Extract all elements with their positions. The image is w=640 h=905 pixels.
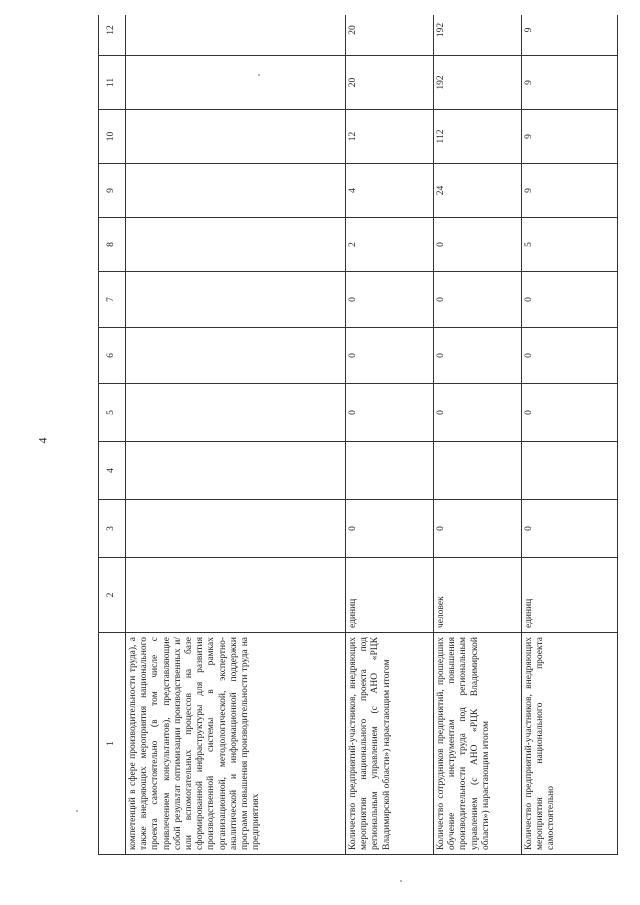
value-cell: 0 (346, 500, 434, 558)
value-cell (126, 442, 346, 500)
col-header: 5 (99, 384, 126, 442)
table-row (434, 15, 522, 855)
unit-cell: человек (434, 558, 522, 633)
value-cell: 0 (434, 218, 522, 272)
value-cell: 0 (522, 272, 618, 328)
value-cell: 0 (434, 328, 522, 384)
indicator-description: Количество предприятий-участников, внедряющих мероприятия национального проекта самостоятельно (522, 633, 618, 855)
value-cell: 2 (346, 218, 434, 272)
col-header: 4 (99, 442, 126, 500)
indicator-description: компетенций в сфере производительности труда), а также внедряющих мероприятия национального проекта самостоятельно (в том числе с привлечением консультантов), представляющие собой результат оптимизации производственных и/или вспомогательных процессов на базе сформированной инфраструктуры для развития производственной системы в рамках организационной, методологической, экспертно-аналитической и информационной поддержки программ повышения производительности труда на предприятиях (126, 633, 346, 855)
col-header: 12 (99, 15, 126, 56)
col-header: 9 (99, 164, 126, 218)
indicator-description: Количество сотрудников предприятий, прошедших обучение инструментам повышения производительности труда под региональным управлением (с АНО «РЦК Владимирской области») нарастающим итогом (434, 633, 522, 855)
page-number: 4 (35, 437, 50, 444)
value-cell: 0 (522, 500, 618, 558)
value-cell (434, 442, 522, 500)
value-cell (126, 500, 346, 558)
table-row (346, 15, 434, 855)
table-row (522, 15, 618, 855)
table-header-row (99, 15, 126, 855)
value-cell: 24 (434, 164, 522, 218)
value-cell: 0 (346, 272, 434, 328)
value-cell (126, 218, 346, 272)
value-cell (126, 384, 346, 442)
value-cell: 0 (346, 328, 434, 384)
scan-speck (400, 880, 402, 882)
value-cell: 0 (434, 384, 522, 442)
value-cell: 20 (346, 15, 434, 56)
col-header: 8 (99, 218, 126, 272)
value-cell (126, 110, 346, 164)
table-row (126, 15, 346, 855)
unit-cell: единиц (522, 558, 618, 633)
indicator-description: Количество предприятий-участников, внедряющих мероприятия национального проекта под региональным управлением (с АНО «РЦК Владимирской области») нарастающим итогом (346, 633, 434, 855)
col-header: 10 (99, 110, 126, 164)
col-header: 11 (99, 56, 126, 110)
col-header: 7 (99, 272, 126, 328)
value-cell: 0 (346, 384, 434, 442)
indicator-table (98, 15, 618, 855)
col-header: 2 (99, 558, 126, 633)
rotated-table-container (98, 15, 618, 855)
value-cell (522, 442, 618, 500)
value-cell (126, 15, 346, 56)
value-cell (126, 328, 346, 384)
value-cell: 5 (522, 218, 618, 272)
value-cell: 12 (346, 110, 434, 164)
scan-speck (76, 810, 78, 812)
document-table-frame (98, 15, 618, 855)
value-cell (126, 56, 346, 110)
value-cell: 0 (522, 328, 618, 384)
value-cell (126, 164, 346, 218)
value-cell: 9 (522, 15, 618, 56)
col-header: 3 (99, 500, 126, 558)
unit-cell: единиц (346, 558, 434, 633)
unit-cell (126, 558, 346, 633)
value-cell: 9 (522, 164, 618, 218)
value-cell: 0 (522, 384, 618, 442)
value-cell: 112 (434, 110, 522, 164)
value-cell: 0 (434, 500, 522, 558)
value-cell: 192 (434, 15, 522, 56)
col-header: 6 (99, 328, 126, 384)
value-cell: 4 (346, 164, 434, 218)
value-cell: 20 (346, 56, 434, 110)
col-header: 1 (99, 633, 126, 855)
value-cell (126, 272, 346, 328)
value-cell: 0 (434, 272, 522, 328)
value-cell: 9 (522, 56, 618, 110)
value-cell: 9 (522, 110, 618, 164)
value-cell (346, 442, 434, 500)
value-cell: 192 (434, 56, 522, 110)
